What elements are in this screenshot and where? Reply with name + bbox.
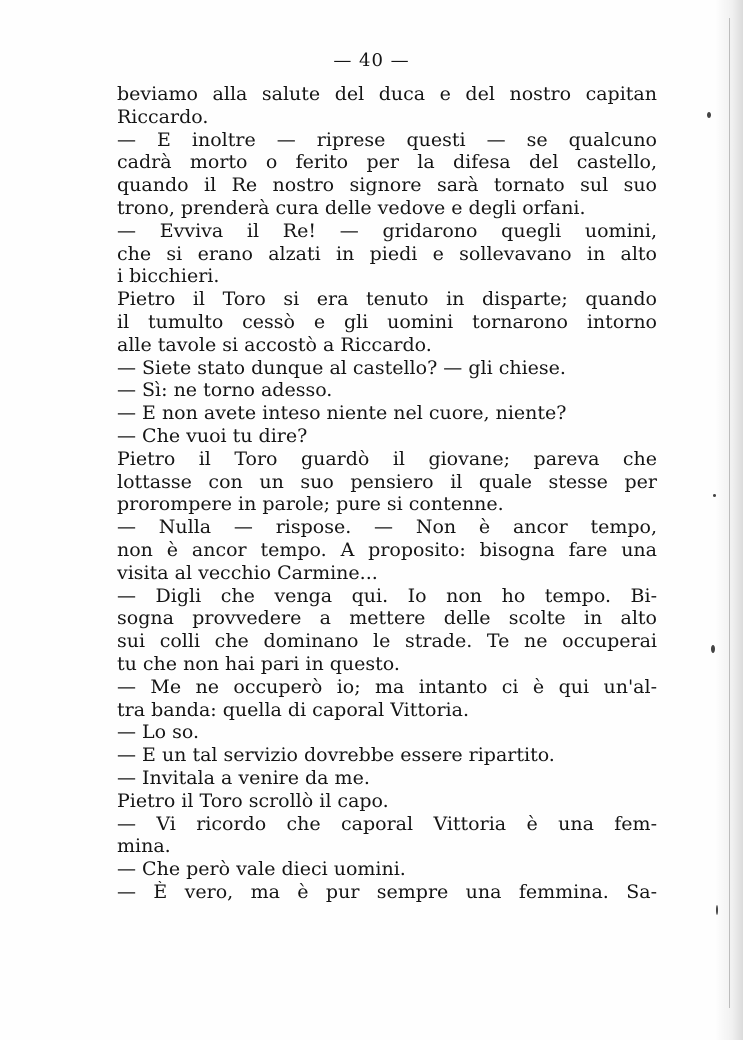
text-line: Pietro il Toro guardò il giovane; pareva che xyxy=(117,447,657,470)
body-text xyxy=(117,83,657,904)
text-line: beviamo alla salute del duca e del nostro capitan xyxy=(117,83,657,105)
text-line: — Nulla — rispose. — Non è ancor tempo, xyxy=(117,516,657,539)
text-line: prorompere in parole; pure si contenne. xyxy=(117,493,504,516)
text-line: visita al vecchio Carmine... xyxy=(117,561,378,584)
text-line: — E non avete inteso niente nel cuore, niente? xyxy=(117,402,567,425)
text-line: che si erano alzati in piedi e sollevavano in alto xyxy=(117,242,657,265)
page-edge-line xyxy=(729,18,730,1008)
text-line: Riccardo. xyxy=(117,105,209,128)
ink-speck xyxy=(711,645,715,653)
text-line: — Lo so. xyxy=(117,721,200,744)
text-line: cadrà morto o ferito per la difesa del castello, xyxy=(117,151,657,174)
text-line: — Sì: ne torno adesso. xyxy=(117,379,333,402)
text-line: — Che però vale dieci uomini. xyxy=(117,858,406,881)
text-line: sui colli che dominano le strade. Te ne occuperai xyxy=(117,630,657,653)
text-line: lottasse con un suo pensiero il quale stesse per xyxy=(117,470,657,493)
text-line: non è ancor tempo. A proposito: bisogna fare una xyxy=(117,538,657,561)
text-line: il tumulto cessò e gli uomini tornarono intorno xyxy=(117,310,657,333)
text-line: tra banda: quella di caporal Vittoria. xyxy=(117,698,469,721)
text-line: — Digli che venga qui. Io non ho tempo. Bi- xyxy=(117,584,657,607)
text-line: Pietro il Toro si era tenuto in disparte; quando xyxy=(117,288,657,311)
ink-speck xyxy=(713,494,716,497)
text-line: — E un tal servizio dovrebbe essere ripartito. xyxy=(117,744,555,767)
text-line: mina. xyxy=(117,835,171,858)
text-line: alle tavole si accostò a Riccardo. xyxy=(117,333,432,356)
text-line: Pietro il Toro scrollò il capo. xyxy=(117,789,389,812)
page-number: — 40 — xyxy=(333,50,410,71)
text-line: — E inoltre — riprese questi — se qualcuno xyxy=(117,128,657,151)
text-line: — Me ne occuperò io; ma intanto ci è qui un'al- xyxy=(117,675,657,698)
text-line: — Vi ricordo che caporal Vittoria è una fem- xyxy=(117,812,657,835)
text-line: — Che vuoi tu dire? xyxy=(117,424,308,447)
text-line: — È vero, ma è pur sempre una femmina. Sa- xyxy=(117,880,657,903)
text-line: trono, prenderà cura delle vedove e degli orfani. xyxy=(117,196,586,219)
text-line: — Evviva il Re! — gridarono quegli uomini, xyxy=(117,219,657,242)
text-line: tu che non hai pari in questo. xyxy=(117,652,400,675)
ink-speck xyxy=(716,905,718,915)
text-line: — Invitala a venire da me. xyxy=(117,766,370,789)
text-line: quando il Re nostro signore sarà tornato sul suo xyxy=(117,174,657,197)
text-line: sogna provvedere a mettere delle scolte in alto xyxy=(117,607,657,630)
text-line: i bicchieri. xyxy=(117,265,220,288)
text-line: — Siete stato dunque al castello? — gli chiese. xyxy=(117,356,566,379)
ink-speck xyxy=(707,112,711,118)
